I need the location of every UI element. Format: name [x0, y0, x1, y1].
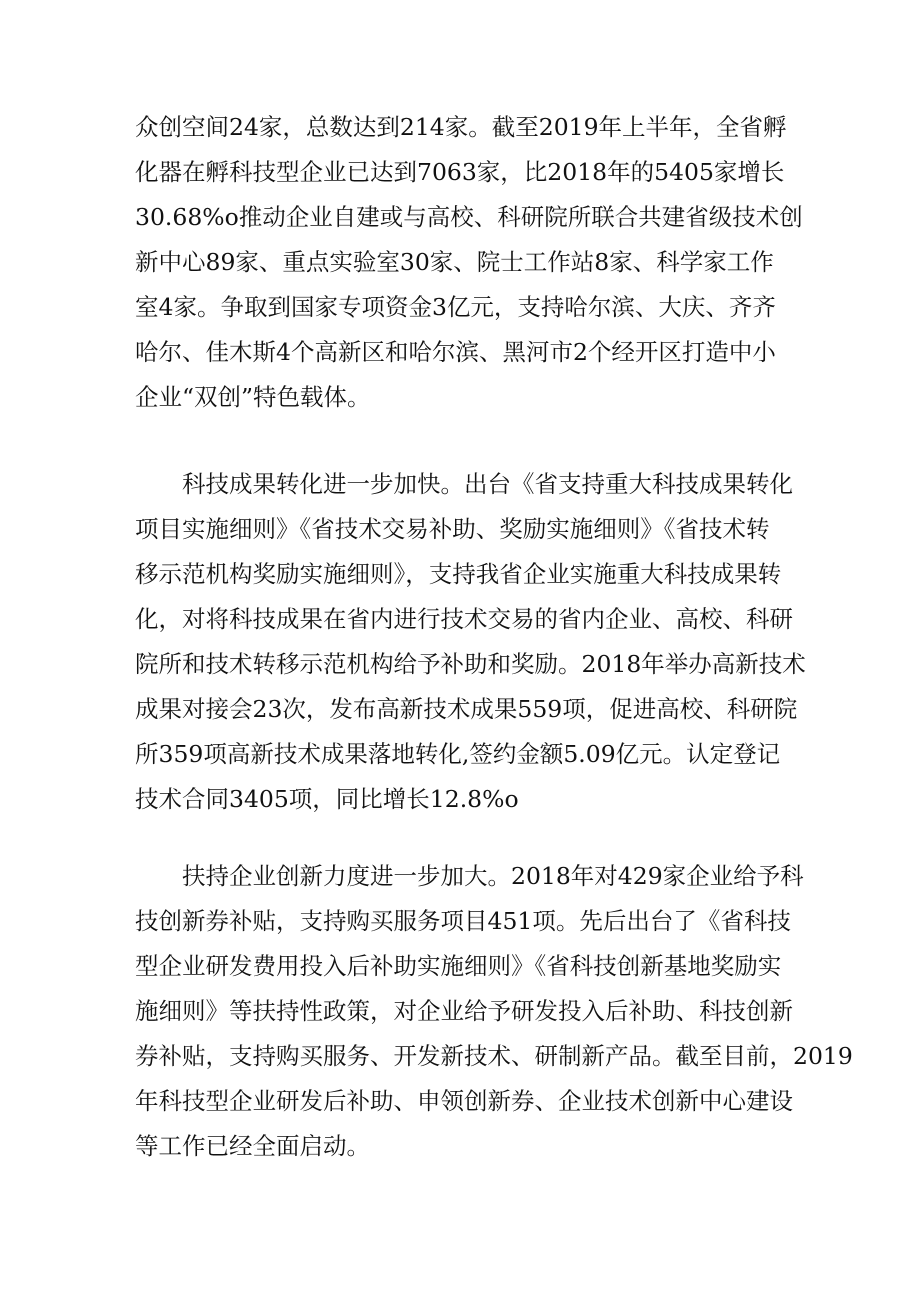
text-line: 施细则》等扶持性政策，对企业给予研发投入后补助、科技创新 — [135, 997, 793, 1025]
text-line: 年科技型企业研发后补助、申领创新券、企业技术创新中心建设 — [135, 1087, 793, 1115]
paragraph-tech-transfer — [135, 462, 806, 822]
text-line: 券补贴，支持购买服务、开发新技术、研制新产品。截至目前，2019 — [135, 1042, 853, 1070]
text-line: 移示范机构奖励实施细则》，支持我省企业实施重大科技成果转 — [135, 560, 782, 588]
paragraph-innovation-support — [135, 854, 853, 1169]
text-line: 室4家。争取到国家专项资金3亿元，支持哈尔滨、大庆、齐齐 — [135, 293, 776, 321]
text-line: 科技成果转化进一步加快。出台《省支持重大科技成果转化 — [135, 470, 793, 498]
text-line: 企业“双创”特色载体。 — [135, 383, 371, 411]
text-line: 化，对将科技成果在省内进行技术交易的省内企业、高校、科研 — [135, 605, 793, 633]
text-line: 型企业研发费用投入后补助实施细则》《省科技创新基地奖励实 — [135, 952, 782, 980]
paragraph-incubators — [135, 105, 803, 420]
text-line: 等工作已经全面启动。 — [135, 1132, 370, 1160]
text-line: 扶持企业创新力度进一步加大。2018年对429家企业给予科 — [135, 862, 804, 890]
text-line: 哈尔、佳木斯4个高新区和哈尔滨、黑河市2个经开区打造中小 — [135, 338, 776, 366]
text-line: 院所和技术转移示范机构给予补助和奖励。2018年举办高新技术 — [135, 650, 806, 678]
text-line: 30.68%o推动企业自建或与高校、科研院所联合共建省级技术创 — [135, 203, 803, 231]
text-line: 所359项高新技术成果落地转化,签约金额5.09亿元。认定登记 — [135, 740, 781, 768]
text-line: 项目实施细则》《省技术交易补助、奖励实施细则》《省技术转 — [135, 515, 770, 543]
text-line: 技创新券补贴，支持购买服务项目451项。先后出台了《省科技 — [135, 907, 791, 935]
text-line: 化器在孵科技型企业已达到7063家，比2018年的5405家增长 — [135, 158, 785, 186]
text-line: 成果对接会23次，发布高新技术成果559项，促进高校、科研院 — [135, 695, 798, 723]
text-line: 众创空间24家，总数达到214家。截至2019年上半年，全省孵 — [135, 113, 787, 141]
text-line: 技术合同3405项，同比增长12.8%o — [135, 785, 519, 813]
text-line: 新中心89家、重点实验室30家、院士工作站8家、科学家工作 — [135, 248, 774, 276]
